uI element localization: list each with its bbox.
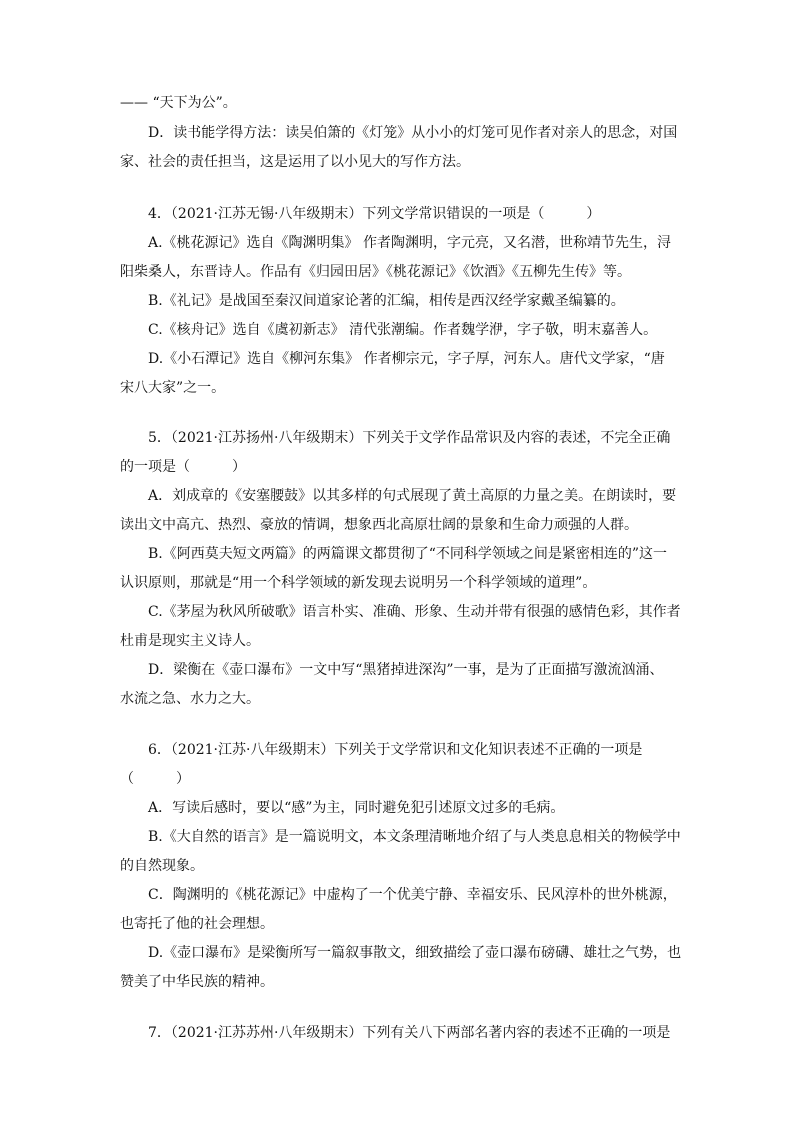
cont-line-1: —— “天下为公”。: [120, 95, 237, 111]
q5-stem-line2: 的一项是（ ）: [120, 459, 246, 475]
q6-option-b-line1: B.《大自然的语言》是一篇说明文，本文条理清晰地介绍了与人类息息相关的物候学中: [148, 829, 681, 845]
q5-option-d-line2: 水流之急、水力之大。: [120, 691, 260, 707]
cont-line-3: 家、社会的责任担当，这是运用了以小见大的写作方法。: [120, 154, 470, 170]
q5-option-d-line1: D．梁衡在《壶口瀑布》一文中写“黑猪掉进深沟”一事，是为了正面描写激流汹涌、: [148, 662, 664, 678]
q6-option-d-line1: D.《壶口瀑布》是梁衡所写一篇叙事散文，细致描绘了壶口瀑布磅礴、雄壮之气势，也: [148, 945, 682, 961]
q4-option-b: B.《礼记》是战国至秦汉间道家论著的汇编，相传是西汉经学家戴圣编纂的。: [148, 293, 625, 309]
q6-option-d-line2: 赞美了中华民族的精神。: [120, 974, 274, 990]
q5-option-b-line2: 认识原则，那就是“用一个科学领域的新发现去说明另一个科学领域的道理”。: [120, 575, 597, 591]
q7-stem: 7．（2021·江苏苏州·八年级期末）下列有关八下两部名著内容的表述不正确的一项是: [148, 1025, 671, 1041]
q6-stem-line2: （ ）: [120, 771, 190, 787]
q6-option-c-line1: C．陶渊明的《桃花源记》中虚构了一个优美宁静、幸福安乐、民风淳朴的世外桃源，: [148, 887, 677, 903]
q5-stem-line1: 5．（2021·江苏扬州·八年级期末）下列关于文学作品常识及内容的表述，不完全正确: [148, 430, 671, 446]
q4-stem: 4．（2021·江苏无锡·八年级期末）下列文学常识错误的一项是（ ）: [148, 206, 601, 222]
q6-option-a: A．写读后感时，要以“感”为主，同时避免犯引述原文过多的毛病。: [148, 800, 565, 816]
q5-option-c-line1: C.《茅屋为秋风所破歌》语言朴实、准确、形象、生动并带有很强的感情色彩，其作者: [148, 604, 681, 620]
q4-option-a-line1: A.《桃花源记》选自《陶渊明集》 作者陶渊明，字元亮，又名潜，世称靖节先生，浔: [148, 235, 672, 251]
q5-option-b-line1: B.《阿西莫夫短文两篇》的两篇课文都贯彻了“不同科学领域之间是紧密相连的”这一: [148, 546, 668, 562]
q4-option-d-line2: 宋八大家”之一。: [120, 380, 226, 396]
q5-option-a-line1: A．刘成章的《安塞腰鼓》以其多样的句式展现了黄土高原的力量之美。在朗读时，要: [148, 488, 677, 504]
q4-option-a-line2: 阳柴桑人，东晋诗人。作品有《归园田居》《桃花源记》《饮酒》《五柳先生传》等。: [120, 264, 631, 280]
cont-line-2: D．读书能学得方法：读吴伯箫的《灯笼》从小小的灯笼可见作者对亲人的思念，对国: [148, 125, 678, 141]
q6-option-b-line2: 的自然现象。: [120, 858, 204, 874]
q4-option-d-line1: D.《小石潭记》选自《柳河东集》 作者柳宗元，字子厚，河东人。唐代文学家，“唐: [148, 351, 665, 367]
q4-option-c: C.《核舟记》选自《虞初新志》 清代张潮编。作者魏学洢，字子敬，明末嘉善人。: [148, 322, 658, 338]
q5-option-a-line2: 读出文中高亢、热烈、豪放的情调，想象西北高原壮阔的景象和生命力顽强的人群。: [120, 517, 638, 533]
q6-stem-line1: 6．（2021·江苏·八年级期末）下列关于文学常识和文化知识表述不正确的一项是: [148, 742, 643, 758]
q6-option-c-line2: 也寄托了他的社会理想。: [120, 916, 274, 932]
q5-option-c-line2: 杜甫是现实主义诗人。: [120, 633, 260, 649]
